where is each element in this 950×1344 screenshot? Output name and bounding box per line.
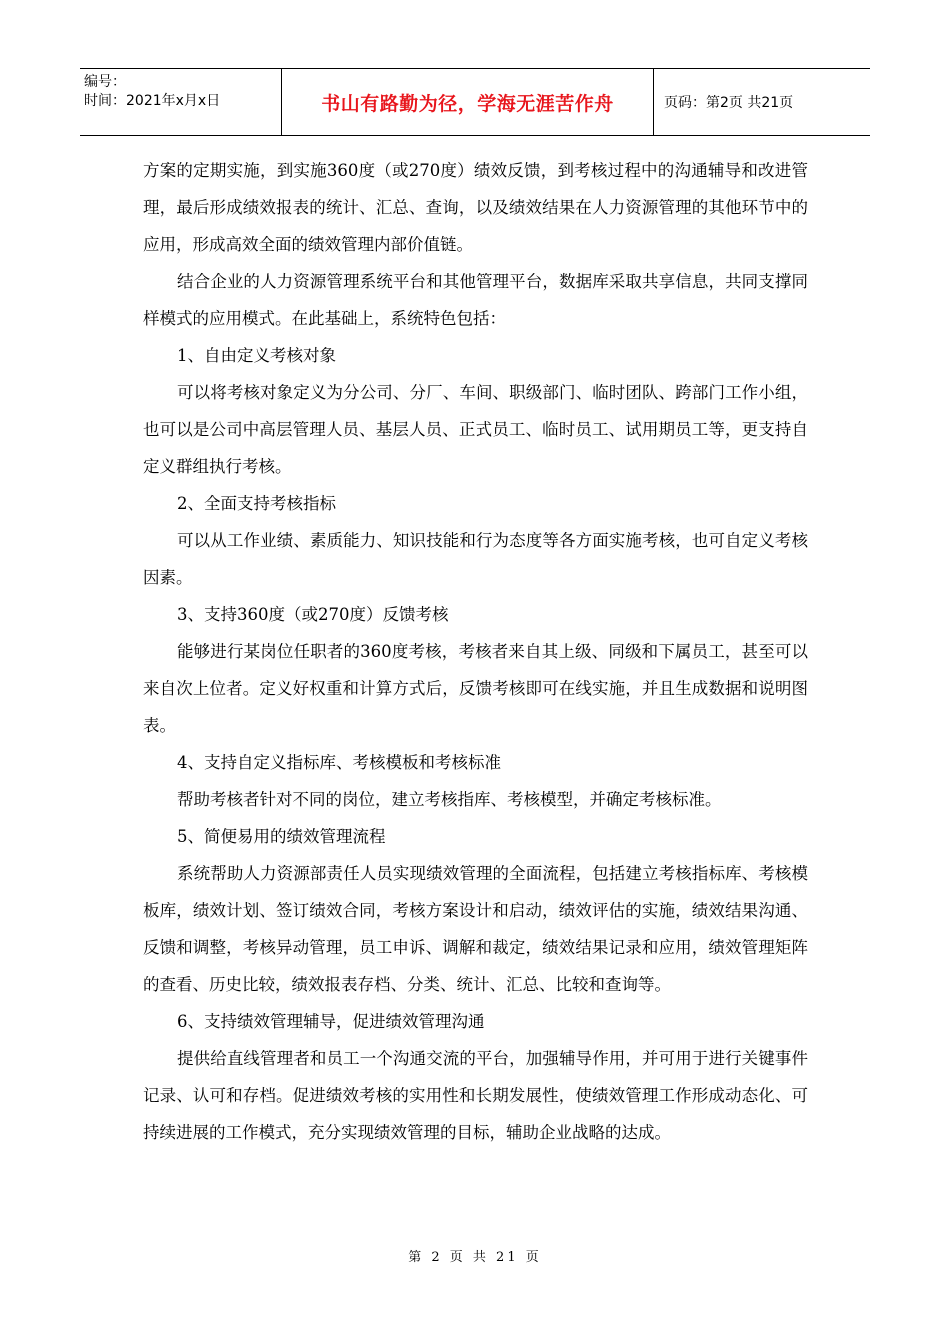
body-paragraph: 帮助考核者针对不同的岗位，建立考核指库、考核模型，并确定考核标准。 [177,790,722,809]
section-heading: 4、支持自定义指标库、考核模板和考核标准 [177,753,501,772]
section-heading: 5、简便易用的绩效管理流程 [177,827,386,846]
body-paragraph: 系统帮助人力资源部责任人员实现绩效管理的全面流程，包括建立考核指标库、考核模板库，绩效计划、签订绩效合同，考核方案设计和启动，绩效评估的实施，绩效结果沟通、反馈和调整，考核异动管理，员工申诉、调解和裁定，绩效结果记录和应用，绩效管理矩阵的查看、历史比较，绩效报表存档、分类、统计、汇总、比较和查询等。 [143,864,808,994]
body-paragraph: 方案的定期实施，到实施360度（或270度）绩效反馈，到考核过程中的沟通辅导和改进管理，最后形成绩效报表的统计、汇总、查询，以及绩效结果在人力资源管理的其他环节中的应用，形成高效全面的绩效管理内部价值链。 [143,161,808,254]
body-paragraph: 能够进行某岗位任职者的360度考核，考核者来自其上级、同级和下属员工，甚至可以来自次上位者。定义好权重和计算方式后，反馈考核即可在线实施，并且生成数据和说明图表。 [143,642,808,735]
body-paragraph: 结合企业的人力资源管理系统平台和其他管理平台，数据库采取共享信息，共同支撑同样模式的应用模式。在此基础上，系统特色包括： [143,272,808,328]
section-heading: 2、全面支持考核指标 [177,494,336,513]
body-paragraph: 可以将考核对象定义为分公司、分厂、车间、职级部门、临时团队、跨部门工作小组，也可以是公司中高层管理人员、基层人员、正式员工、临时员工、试用期员工等，更支持自定义群组执行考核。 [143,383,808,476]
section-heading: 6、支持绩效管理辅导，促进绩效管理沟通 [177,1012,485,1031]
document-time-label: 时间：2021年x月x日 [84,93,221,109]
section-heading: 1、自由定义考核对象 [177,346,336,365]
page-footer: 第 2 页 共 21 页 [408,1250,542,1265]
header-motto: 书山有路勤为径，学海无涯苦作舟 [282,69,654,135]
section-heading: 3、支持360度（或270度）反馈考核 [177,605,449,624]
document-body [143,152,808,1151]
page-header [80,68,870,136]
body-paragraph: 可以从工作业绩、素质能力、知识技能和行为态度等各方面实施考核，也可自定义考核因素。 [143,531,808,587]
document-number-label: 编号： [84,74,126,90]
header-meta [80,69,282,135]
header-page-info: 页码：第2页 共21页 [664,95,794,111]
body-paragraph: 提供给直线管理者和员工一个沟通交流的平台，加强辅导作用，并可用于进行关键事件记录、认可和存档。促进绩效考核的实用性和长期发展性，使绩效管理工作形成动态化、可持续进展的工作模式，充分实现绩效管理的目标，辅助企业战略的达成。 [143,1049,808,1142]
